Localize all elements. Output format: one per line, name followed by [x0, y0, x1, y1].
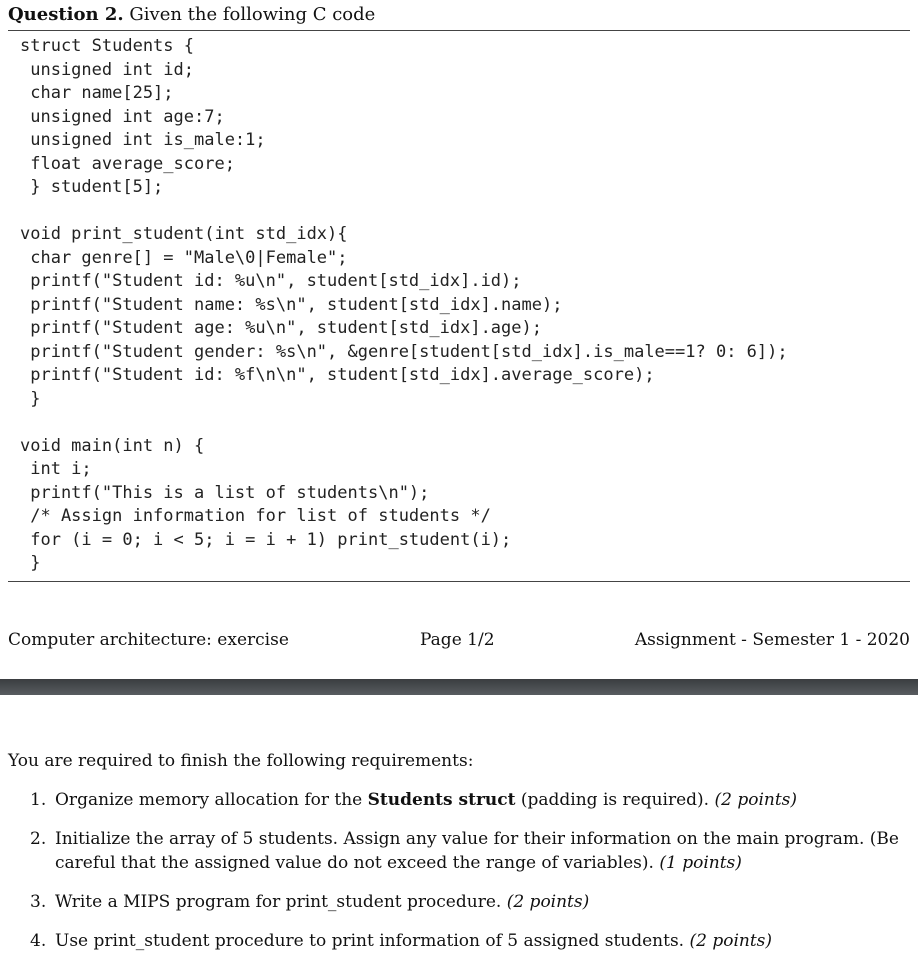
- item-points: (1 points): [659, 853, 742, 873]
- requirements-intro: You are required to finish the following requirements:: [8, 751, 474, 771]
- code-line: /* Assign information for list of students */: [20, 506, 491, 526]
- code-line: float average_score;: [20, 153, 235, 174]
- code-line: void print_student(int std_idx){: [20, 224, 348, 244]
- code-line: printf("Student id: %u\n", student[std_idx].id);: [20, 271, 522, 291]
- item-points: (2 points): [506, 892, 590, 912]
- footer-course: Computer architecture: exercise: [8, 630, 289, 650]
- code-line: printf("Student name: %s\n", student[std_idx].name);: [20, 294, 563, 315]
- list-item: [30, 929, 910, 953]
- code-line: printf("This is a list of students\n");: [20, 482, 430, 503]
- item-number: 1.: [30, 790, 47, 810]
- code-line: char genre[] = "Male\0|Female";: [20, 247, 348, 268]
- page-footer: [8, 628, 910, 652]
- question-label: Question 2.: [8, 4, 124, 25]
- item-number: 3.: [30, 892, 47, 912]
- page-separator: [0, 679, 918, 695]
- item-points: (2 points): [689, 931, 773, 951]
- item-text-tail: (padding is required).: [515, 790, 715, 810]
- requirements-list: [30, 788, 910, 968]
- code-line: }: [20, 388, 41, 409]
- list-item: [30, 890, 910, 914]
- list-item: [30, 788, 910, 812]
- item-number: 2.: [30, 829, 47, 849]
- code-line: unsigned int is_male:1;: [20, 130, 266, 150]
- item-emphasis: Students struct: [367, 790, 516, 810]
- item-number: 4.: [30, 931, 47, 951]
- code-line: for (i = 0; i < 5; i = i + 1) print_student(i);: [20, 529, 512, 550]
- code-line: printf("Student age: %u\n", student[std_idx].age);: [20, 318, 542, 338]
- question-title: [8, 3, 375, 27]
- item-text: Initialize the array of 5 students. Assign any value for their information on the main program. (Be careful that the assigned value do not exceed the range of variables).: [55, 829, 899, 873]
- code-block: [20, 35, 788, 576]
- footer-page-number: Page 1/2: [420, 630, 495, 650]
- top-rule: [8, 30, 910, 31]
- footer-assignment: Assignment - Semester 1 - 2020: [634, 630, 910, 650]
- item-points: (2 points): [714, 790, 798, 810]
- code-line: [20, 411, 788, 435]
- list-item: [30, 827, 910, 875]
- code-line: int i;: [20, 459, 92, 479]
- code-line: unsigned int id;: [20, 59, 194, 80]
- code-line: char name[25];: [20, 83, 174, 103]
- code-line: unsigned int age:7;: [20, 106, 225, 127]
- code-line: }: [20, 553, 41, 573]
- code-line: struct Students {: [20, 36, 194, 56]
- item-text: Organize memory allocation for the: [55, 790, 368, 810]
- code-line: [20, 200, 788, 224]
- code-line: void main(int n) {: [20, 435, 205, 456]
- question-text: Given the following C code: [129, 4, 376, 25]
- code-line: printf("Student gender: %s\n", &genre[student[std_idx].is_male==1? 0: 6]);: [20, 341, 788, 362]
- code-line: } student[5];: [20, 177, 164, 197]
- code-line: printf("Student id: %f\n\n", student[std_idx].average_score);: [20, 365, 655, 385]
- item-text: Write a MIPS program for print_student procedure.: [55, 892, 507, 912]
- bottom-rule: [8, 581, 910, 582]
- item-text: Use print_student procedure to print information of 5 assigned students.: [55, 931, 690, 951]
